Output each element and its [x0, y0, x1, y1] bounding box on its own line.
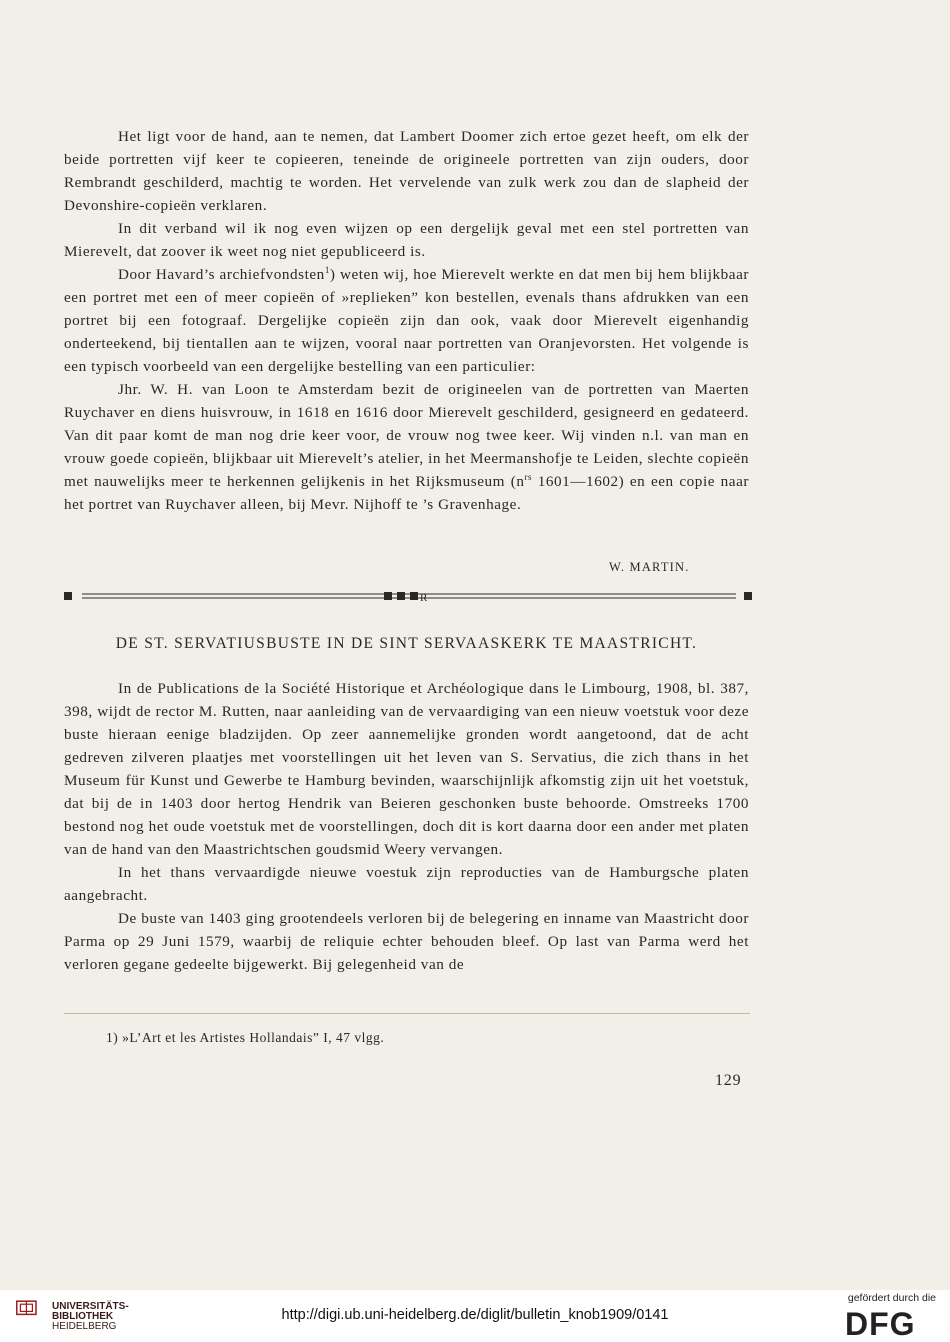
ornamental-divider [64, 590, 752, 602]
library-line: UNIVERSITÄTS- [52, 1301, 129, 1312]
paragraph: In het thans vervaardigde nieuwe voestuk zijn reproducties van de Hamburgsche platen aangebracht. [64, 864, 749, 904]
paragraph: Het ligt voor de hand, aan te nemen, dat Lambert Doomer zich ertoe gezet heeft, om elk der beide portretten vijf keer te copieeren, teneinde de origineele portretten van zijn ouders, door Rembrandt geschilderd, machtig te worden. Het vervelende van zulk werk zou dan de slapheid der Devonshire-copieën verklaren. [64, 128, 749, 214]
section-heading: DE ST. SERVATIUSBUSTE IN DE SINT SERVAASKERK TE MAASTRICHT. [115, 635, 698, 652]
section2-text [64, 677, 749, 976]
paragraph: De buste van 1403 ging grootendeels verloren bij de belegering en inname van Maastricht door Parma op 29 Juni 1579, waarbij de reliquie echter behouden bleef. Op last van Parma werd het verloren gegane gedeelte bijgewerkt. Bij gelegenheid van de [64, 910, 749, 973]
signature: W. MARTIN. [609, 560, 690, 574]
paragraph-start: Door Havard’s archiefvondsten [118, 266, 325, 283]
paragraph: In dit verband wil ik nog even wijzen op een dergelijk geval met een stel portretten van Mierevelt, dat zoover ik weet nog niet gepubliceerd is. [64, 220, 749, 260]
paragraph [64, 378, 749, 516]
paragraph-start: Jhr. W. H. van Loon te Amsterdam bezit de origineelen van de portretten van Maerten Ruychaver en diens huisvrouw, in 1618 en 1616 door Mierevelt geschilderd, gesigneerd en gedateerd. Van dit paar komt de man nog drie keer voor, de vrouw nog twee keer. Wij vinden n.l. van man en vrouw goede copieën, blijkbaar uit Mierevelt’s atelier, in het Meermanshofje te Leiden, slechte copieën met nauwelijks meer te herkennen gelijkenis in het Rijksmuseum (n [64, 381, 749, 490]
section1-text [64, 125, 749, 516]
library-line: BIBLIOTHEK [52, 1311, 114, 1322]
footnote: 1) »L’Art et les Artistes Hollandais” I, 47 vlgg. [106, 1030, 385, 1045]
paragraph-rest: 1601—1602) en een copie naar het portret van Ruychaver alleen, bij Mevr. Nijhoff te ’s Gravenhage. [64, 473, 749, 513]
footnote-rule [64, 1013, 750, 1014]
paragraph: In de Publications de la Société Historique et Archéologique dans le Limbourg, 1908, bl. 387, 398, wijdt de rector M. Rutten, naar aanleiding van de vervaardiging van een nieuw voetstuk voor deze buste hieraan eenige bladzijden. Op zeer aannemelijke gronden wordt aangetoond, dat de acht gedreven zilveren plaatjes met voorstellingen uit het leven van S. Servatius, die zich thans in het Museum für Kunst und Gewerbe te Hamburg bevinden, waarschijnlijk afkomstig zijn uit het voetstuk, dat bij de in 1403 door hertog Hendrik van Beieren geschonken buste behoorde. Omstreeks 1700 bestond nog het oude voetstuk met de voorstellingen, doch dit is kort daarna door een ander met platen van de hand van den Maastrichtschen goudsmid Weery vervangen. [64, 680, 749, 858]
library-line: HEIDELBERG [52, 1321, 117, 1332]
university-library-logo-icon [8, 1300, 46, 1324]
source-url-link[interactable]: http://digi.ub.uni-heidelberg.de/diglit/bulletin_knob1909/0141 [281, 1307, 669, 1323]
paragraph-rest: weten wij, hoe Mierevelt werkte en dat men bij hem blijkbaar een portret met een of meer copieën of »replieken” kon bestellen, evenals thans afdrukken van een portret bij een fotograaf. Dergelijke copieën zijn dan ook, vaak door Mierevelt eigenhandig onderteekend, bij tientallen aan te wijzen, vooral naar portretten van Oranjevorsten. Het volgende is een typisch voorbeeld van een dergelijke bestelling van een particulier: [64, 266, 750, 375]
dfg-logo: DFG [845, 1306, 916, 1342]
library-name [52, 1302, 129, 1332]
paragraph: Door Havard’s archiefvondsten$^1$) weten wij, hoe Mierevelt werkte en dat men bij hem blijkbaar een portret met een of meer copieën of »replieken” kon bestellen, evenals thans afdrukken van een portret bij een fotograaf. Dergelijke copieën zijn dan ook, vaak door Mierevelt eigenhandig onderteekend, bij tientallen aan te wijzen, vooral naar portretten van Oranjevorsten. Het volgende is een typisch voorbeeld van een dergelijke bestelling van een particulier: [64, 265, 750, 375]
superscript: rs [524, 472, 533, 482]
funder-caption: gefördert durch die [847, 1292, 936, 1304]
svg-text:R: R [420, 592, 428, 602]
footnote-marker: 1 [324, 265, 330, 275]
page-number: 129 [715, 1072, 742, 1089]
